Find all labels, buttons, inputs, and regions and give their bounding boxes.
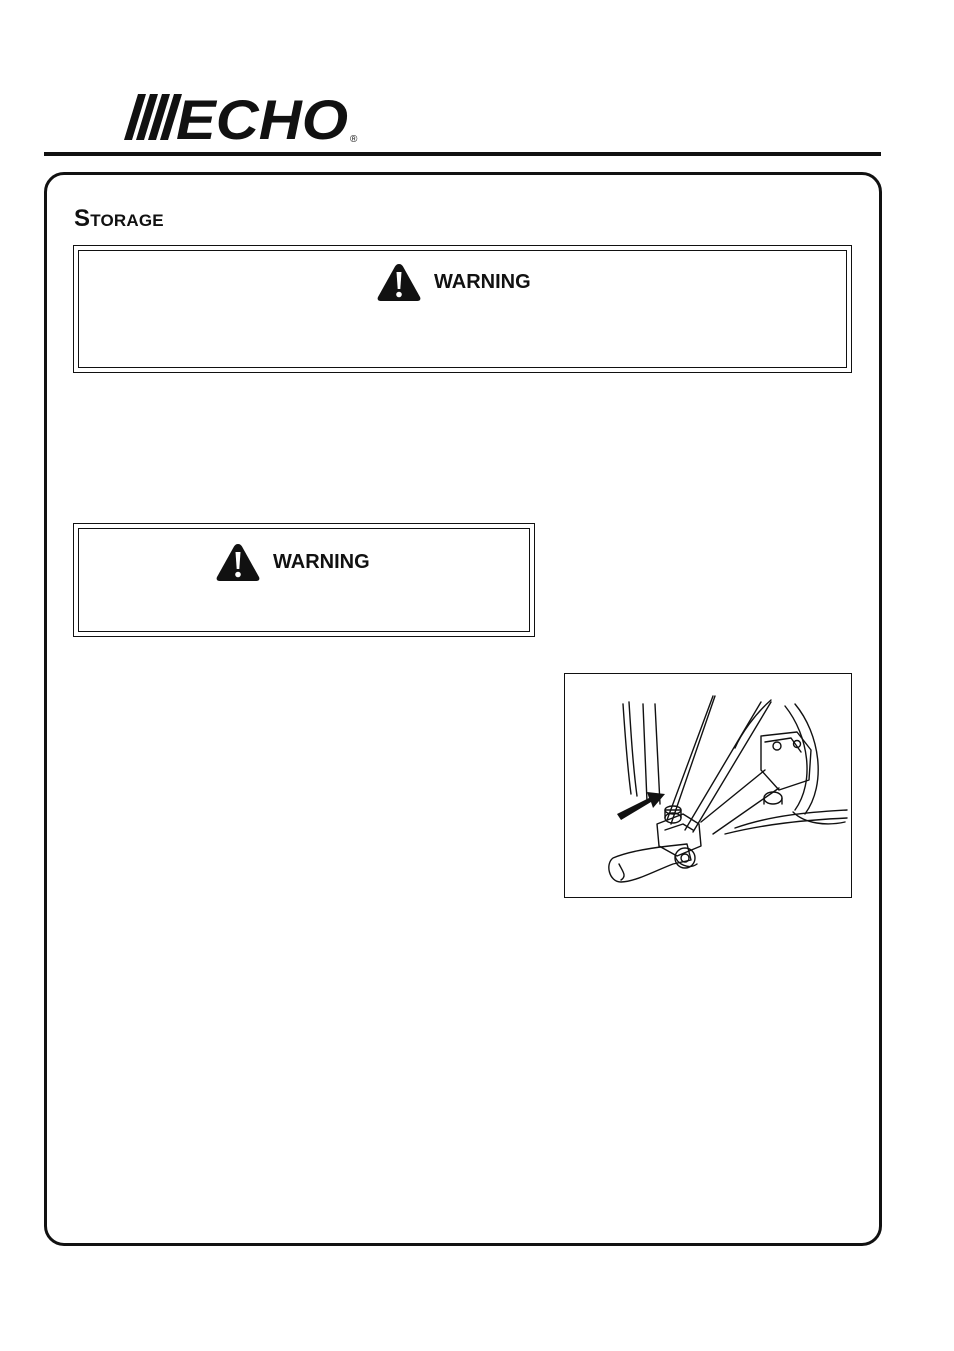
warning-header-1 bbox=[376, 262, 531, 302]
drain-plug-illustration bbox=[565, 674, 851, 897]
warning-label-1: WARNING bbox=[434, 271, 531, 293]
drain-plug-figure bbox=[564, 673, 852, 898]
section-title: Storage bbox=[74, 205, 164, 232]
echo-logo bbox=[124, 92, 364, 144]
warning-box-2 bbox=[73, 523, 535, 637]
registered-mark: ® bbox=[350, 134, 358, 144]
logo-wordmark: ECHO bbox=[176, 92, 348, 144]
echo-logo-graphic bbox=[124, 92, 364, 144]
warning-triangle-icon bbox=[215, 542, 261, 582]
warning-label-2: WARNING bbox=[273, 551, 370, 573]
pointer-arrow-icon bbox=[617, 792, 665, 820]
warning-header-2 bbox=[215, 542, 370, 582]
warning-triangle-icon bbox=[376, 262, 422, 302]
header-rule bbox=[44, 152, 881, 156]
warning-box-1 bbox=[73, 245, 852, 373]
